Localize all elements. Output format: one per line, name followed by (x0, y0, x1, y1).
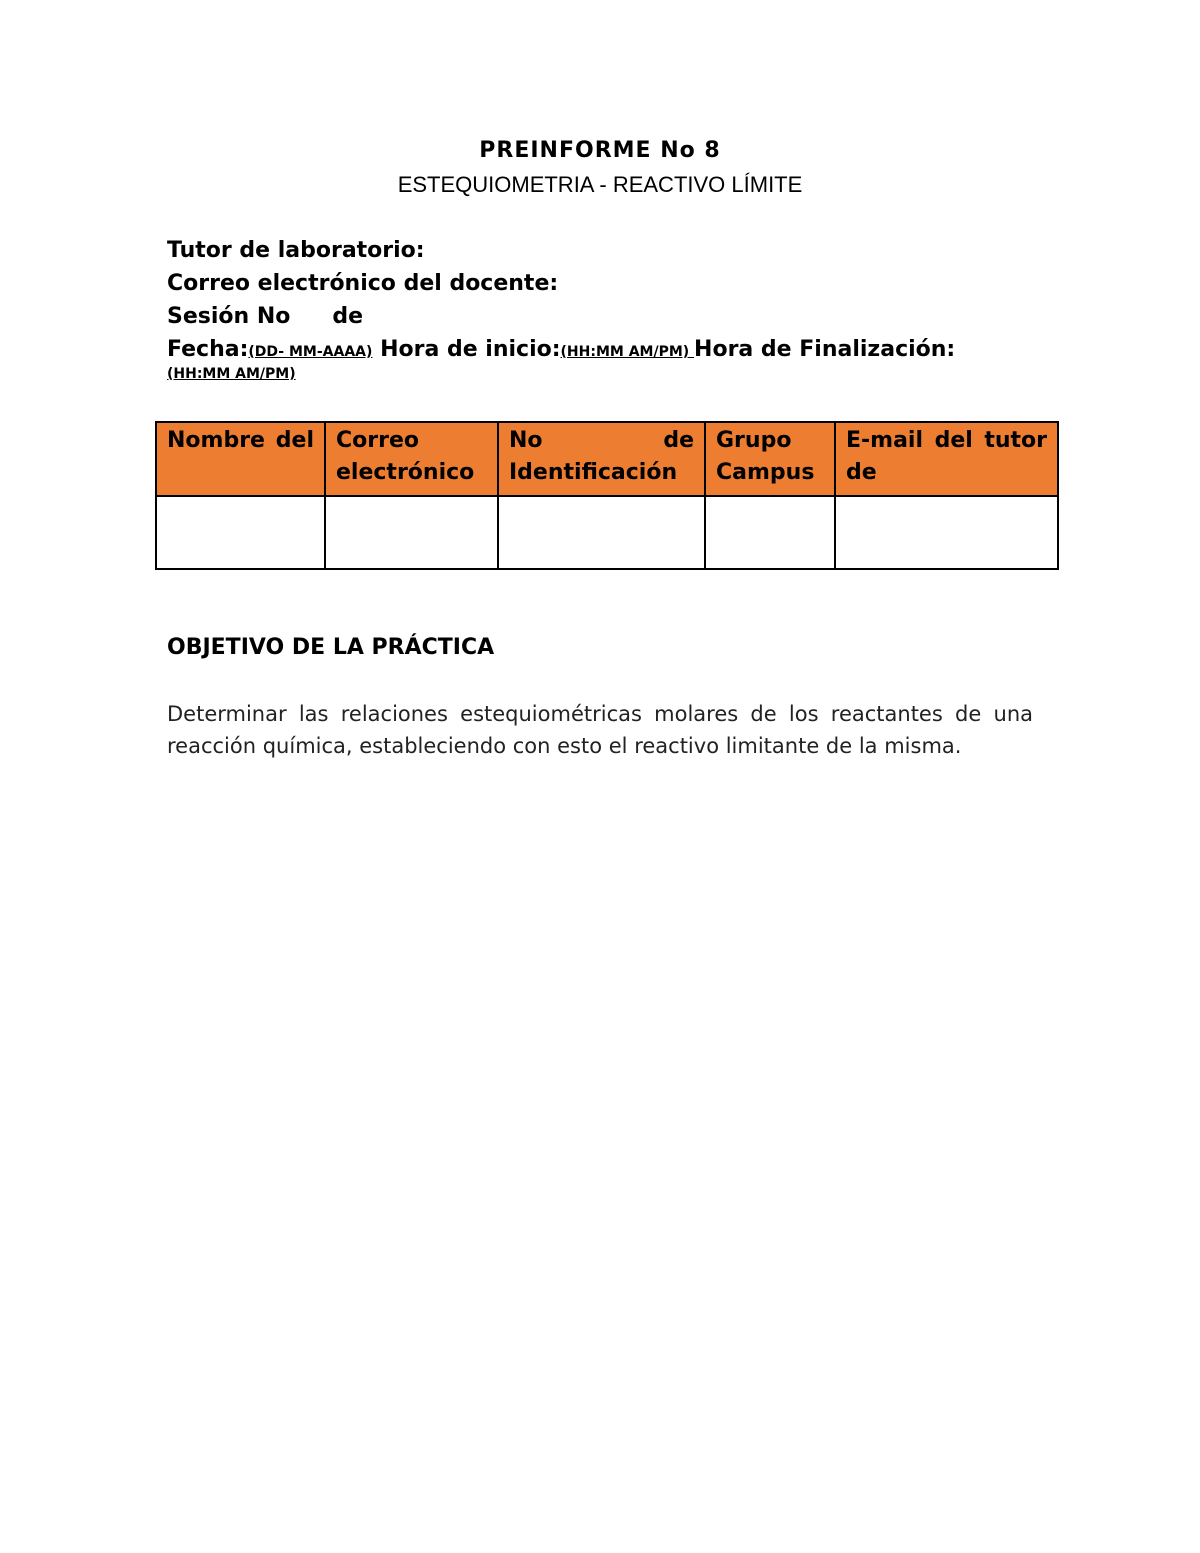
date-format: (DD- MM-AAAA) (248, 344, 373, 360)
header-nombre: Nombre del (156, 422, 325, 496)
date-label: Fecha: (167, 337, 249, 362)
students-table (155, 421, 1059, 570)
tutor-label: Tutor de laboratorio: (167, 238, 425, 263)
cell-email-tutor[interactable] (835, 496, 1058, 569)
table-header-row (156, 422, 1058, 496)
document-subtitle: ESTEQUIOMETRIA - REACTIVO LÍMITE (397, 172, 803, 197)
cell-grupo[interactable] (705, 496, 835, 569)
header-email-tutor: E-mail del tutor de (835, 422, 1058, 496)
teacher-email-label: Correo electrónico del docente: (167, 271, 559, 296)
header-correo: Correo electrónico (325, 422, 498, 496)
start-time-format: (HH:MM AM/PM) (560, 344, 695, 360)
cell-nombre[interactable] (156, 496, 325, 569)
session-of-label: de (332, 304, 364, 329)
cell-correo[interactable] (325, 496, 498, 569)
end-time-label: Hora de Finalización: (694, 337, 956, 362)
header-identificacion: No de Identificación (498, 422, 705, 496)
start-time-label: Hora de inicio: (380, 337, 561, 362)
objective-text: Determinar las relaciones estequiométricas molares de los reactantes de una reacción química, estableciendo con esto el reactivo limitante de la misma. (167, 702, 1033, 758)
end-time-format: (HH:MM AM/PM) (167, 366, 296, 382)
session-label: Sesión No (167, 304, 291, 329)
table-row (156, 496, 1058, 569)
end-time-format-line (167, 366, 296, 382)
document-title: PREINFORME No 8 (479, 138, 721, 163)
objective-heading: OBJETIVO DE LA PRÁCTICA (167, 635, 495, 660)
session-line (167, 304, 363, 329)
cell-identificacion[interactable] (498, 496, 705, 569)
date-time-line (167, 337, 955, 362)
header-grupo: Grupo Campus (705, 422, 835, 496)
